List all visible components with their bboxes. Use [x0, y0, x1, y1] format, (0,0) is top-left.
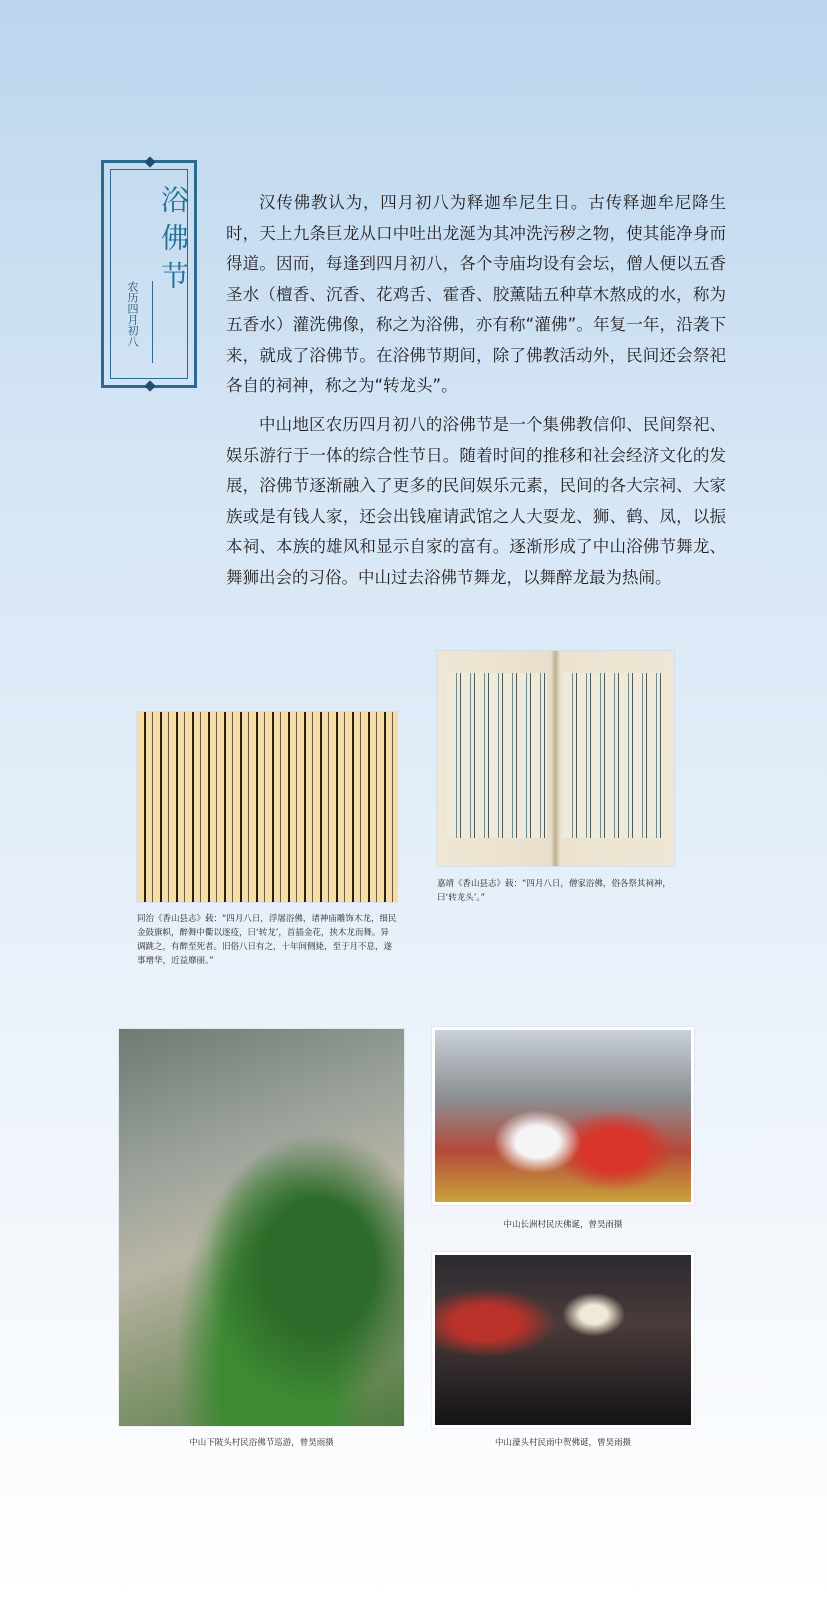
- book-left-page: [447, 673, 547, 838]
- title-divider: [152, 281, 153, 363]
- diamond-ornament-bottom: [144, 380, 155, 391]
- dance-photo-caption: 中山长洲村民庆佛诞，曾昊雨摄: [503, 1220, 623, 1230]
- tongzhi-caption: 同治《香山县志》载：“四月八日，浮屠浴佛，诸神庙雕饰木龙，细民金鼓旗帜，醉舞中衢以逐疫，曰‘转龙’，首插金花，挟木龙而舞。异调跳之，有醉至死者。旧俗八日有之，十年间侧毙，至于月不息，遂事增华，近益靡丽。”: [137, 914, 397, 966]
- intro-paragraph-2: 中山地区农历四月初八的浴佛节是一个集佛教信仰、民间祭祀、娱乐游行于一体的综合性节日。随着时间的推移和社会经济文化的发展，浴佛节逐渐融入了更多的民间娱乐元素，民间的各大宗祠、大家族或是有钱人家，还会出钱雇请武馆之人大耍龙、狮、鹤、凤，以振本祠、本族的雄风和显示自家的富有。逐渐形成了中山浴佛节舞龙、舞狮出会的习俗。中山过去浴佛节舞龙，以舞醉龙最为热闹。: [226, 415, 726, 587]
- intro-paragraph-1: 汉传佛教认为，四月初八为释迦牟尼生日。古传释迦牟尼降生时，天上九条巨龙从口中吐出龙涎为其冲洗污秽之物，使其能净身而得道。因而，每逢到四月初八，各个寺庙均设有会坛，僧人便以五香圣水（檀香、沉香、花鸡舌、霍香、胶薰陆五种草木熬成的水，称为五香水）灌洗佛像，称之为浴佛，亦有称“灌佛”。年复一年，沿袭下来，就成了浴佛节。在浴佛节期间，除了佛教活动外，民间还会祭祀各自的祠神，称之为“转龙头”。: [226, 193, 726, 395]
- diamond-ornament-top: [144, 156, 155, 167]
- section-title: 浴佛节: [157, 185, 190, 299]
- lane-photo-caption: 中山下陂头村民浴佛节巡游，曾昊雨摄: [189, 1438, 334, 1448]
- book-right-page: [563, 673, 663, 838]
- night-rain-photo: [432, 1252, 694, 1428]
- jiajing-caption: 嘉靖《香山县志》载：“四月八日，僧家浴佛，俗各祭其祠神，曰‘转龙头’。”: [437, 879, 671, 903]
- title-frame: [101, 160, 197, 388]
- tongzhi-gazetteer-scan: [137, 712, 397, 902]
- night-photo-caption: 中山濠头村民雨中贺佛诞，曾昊雨摄: [494, 1438, 631, 1448]
- jiajing-gazetteer-book: [437, 651, 674, 866]
- lane-procession-photo: [119, 1029, 404, 1426]
- section-subtitle: 农历四月初八: [126, 281, 139, 347]
- dragon-dance-photo: [432, 1027, 694, 1205]
